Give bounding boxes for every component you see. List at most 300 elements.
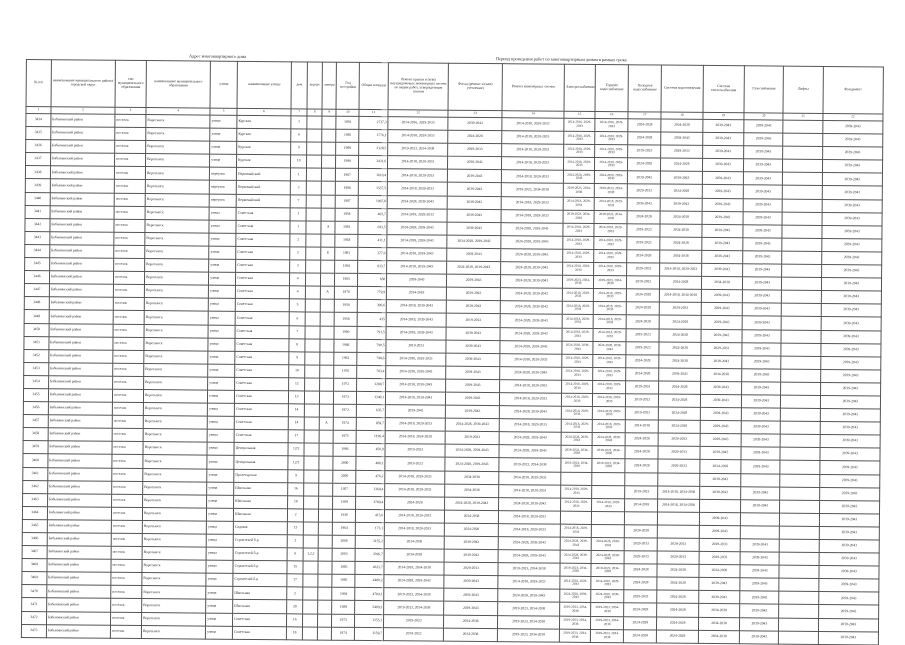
hot-water-period: 2014-2018, 2029-2033 [594,197,627,210]
foundation-period: 2039-2043 [822,160,882,174]
roof-period: 2019-2023, 2034-2038 [384,601,444,615]
engineering-period: 2024-2028, 2039-2043 [500,288,562,302]
hot-water-period [592,472,625,485]
electric-period: 2024-2028, 2039-2043 [560,537,591,550]
electric-period [560,511,591,524]
building-number [307,116,322,129]
street-type: улица [207,482,234,495]
foundation-period: 2039-2043 [822,199,882,213]
cold-water-period: 2024-2028 [628,158,661,171]
mo-type: поселок [115,114,146,127]
heating-period: 2039-2043 [702,224,744,237]
total-area: 431,1 [358,234,387,247]
mo-name: Воротынск [142,520,206,534]
mo-name: Воротынск [145,219,209,233]
engineering-period: 2024-2028, 2039-2043 [501,262,563,276]
lift-period [780,539,819,552]
cold-water-period: 2024-2028 [625,446,658,459]
electric-period: 2019-2023, 2034-2038 [560,603,591,616]
column-number: 7 [291,109,308,116]
cold-water-period: 2024-2028 [625,459,658,472]
row-number: 3452 [24,349,49,362]
address-group-header: Адрес многоквартирного дома [188,53,247,59]
engineering-period: 2019-2023, 2034-2038 [497,615,559,629]
letter [321,195,336,208]
gas-period: 2039-2043 [742,395,781,408]
build-year: 1958 [335,208,358,221]
row-number: 3438 [25,166,50,179]
hot-water-period: 2014-2018, 2029-2033 [594,236,627,249]
engineering-period: 2024-2028, 2039-2043 [500,301,562,315]
total-area: 1368,4 [356,483,385,496]
roof-period: 2014-2018, 2039-2043 [386,313,446,327]
total-area: 415,6 [356,509,385,522]
street-type: улица [207,442,234,455]
engineering-period: 2024-2028, 2039-2043 [500,340,562,354]
total-area: 450,9 [356,444,385,457]
gas-period: 2039-2043 [741,408,780,421]
lift-period [780,552,819,565]
mo-name: Воротынск [142,586,206,600]
roof-period: 2014-2018, 2029-2033 [388,156,448,170]
street-type: улица [206,521,233,534]
column-number: 4 [146,108,210,116]
row-number: 3437 [26,153,51,166]
sewer-period: 2024-2028 [657,603,699,616]
mo-name: Воротынск [142,534,206,548]
hot-water-period: 2019-2023, 2034-2038 [591,616,624,629]
building-number [307,129,322,142]
street-name: Советская [235,312,289,326]
letter [320,365,335,378]
facade-period: 2019-2023 [445,431,499,445]
engineering-period: 2014-2018, 2029-2033 [501,170,563,184]
sewer-period: 2024-2028 [660,224,702,237]
facade-period: 2024-2028, 2039-2043 [445,445,499,459]
column-number: 18 [661,112,702,119]
column-number: 15 [564,111,595,118]
district-name: Бабынинский район [47,559,111,573]
cold-water-period: 2024-2028 [624,629,657,642]
street-name: Советская [235,377,289,391]
engineering-period: 2019-2023, 2034-2038 [498,602,560,616]
district-name: Бабынинский район [49,336,113,350]
sewer-period [658,525,700,538]
gas-period: 2039-2043 [744,159,783,172]
street-type: улица [208,325,235,338]
letter [319,483,334,496]
engineering-period: 2014-2018, 2029-2033 [501,196,563,210]
mo-type: поселок [110,625,141,638]
district-name: Бабынинский район [50,192,114,206]
lift-period [781,408,820,421]
street-name: Советская [236,220,290,234]
build-year: 1968 [334,339,357,352]
total-area: 402,7 [358,208,387,221]
cold-water-period: 2024-2028 [626,354,659,367]
row-number: 3466 [22,532,47,545]
foundation-period: 2039-2043 [822,238,882,252]
heating-period: 2039-2043 [703,119,745,132]
building-number [305,430,320,443]
lift-period [780,474,819,487]
mo-type: поселок [112,429,143,442]
street-type: переулок [209,181,236,194]
mo-type: поселок [113,298,144,311]
column-number: 5 [210,108,237,115]
gas-period: 2039-2043 [744,133,783,146]
mo-name: Воротынск [141,625,205,639]
cold-water-period: 2039-2043 [627,197,660,210]
cold-water-period: 2024-2028 [626,302,659,315]
row-number: 3444 [25,244,50,257]
build-year: 1973 [334,391,357,404]
electric-period: 2014-2018, 2029-2033 [563,197,594,210]
building-number [305,378,320,391]
column-number: 1 [26,107,51,114]
building-number [307,142,322,155]
row-number: 3463 [23,493,48,506]
sewer-period: 2014-2018, 2029-2033 [660,263,702,276]
district-name: Бабынинский район [50,205,114,219]
cold-water-period: 2024-2028 [625,433,658,446]
district-name: Бабынинский район [50,218,114,232]
house-number: 6 [289,312,306,325]
electric-period: 2019-2023, 2034-2038 [563,210,594,223]
foundation-period: 2039-2043 [819,487,879,501]
building-number [307,168,322,181]
letter [321,234,336,247]
engineering-period: 2014-2018, 2029-2033 [498,510,560,524]
letter [320,326,335,339]
district-name: Бабынинский район [48,428,112,442]
row-number: 3447 [24,284,49,297]
electric-period: 2014-2018, 2029-2033 [563,223,594,236]
mo-type: поселок [114,245,145,258]
building-number [306,247,321,260]
facade-period: 2039-2043 [448,170,502,184]
total-area: 435 [357,313,386,326]
cold-water-period [625,472,658,485]
mo-type: поселок [112,415,143,428]
hot-water-period: 2014-2018, 2029-2033 [595,145,628,158]
heating-period: 2039-2043 [699,473,741,486]
build-year: 1988 [336,182,359,195]
street-type: улица [208,364,235,377]
engineering-period: 2014-2018, 2029-2033 [500,353,562,367]
facade-period: 2039-2043 [448,156,502,170]
street-type: улица [209,246,236,259]
hot-water-period: 2019-2023, 2034-2038 [591,629,624,642]
roof-period: 2034-2038 [384,536,444,550]
row-number: 3467 [22,546,47,559]
house-number: 3 [289,260,306,273]
table-body [21,114,883,645]
gas-period: 2039-2043 [742,355,781,368]
gas-period: 2039-2043 [743,251,782,264]
roof-period: 2014-2018, 2029-2033 [385,509,445,523]
street-name: Пролетарская [234,469,288,483]
hot-water-period: 2014-2018, 2029-2033 [592,407,625,420]
heating-period: 2039-2043 [702,198,744,211]
street-name: Садовая [233,521,287,535]
building-number [304,443,319,456]
build-year: 1970 [335,286,358,299]
electric-period: 2019-2023, 2034-2038 [561,459,592,472]
column-header: Лифты [783,66,823,113]
street-type: улица [209,220,236,233]
foundation-period: 2039-2043 [820,409,880,423]
mo-type: поселок [114,232,145,245]
street-type: улица [206,547,233,560]
sewer-period: 2029-2033 [658,433,700,446]
gas-period: 2039-2043 [743,277,782,290]
sewer-period: 2024-2028 [659,381,701,394]
roof-period: 2014-2018, 2039-2043 [386,392,446,406]
engineering-period: 2024-2028, 2039-2043 [501,222,563,236]
electric-period: 2014-2018, 2029-2033 [563,249,594,262]
mo-type: поселок [113,337,144,350]
row-number: 3441 [25,205,50,218]
mo-type: поселок [112,442,143,455]
lift-period [779,618,818,631]
street-type: улица [206,626,233,639]
foundation-period: 2039-2043 [819,539,879,553]
heating-period: 2039-2043 [699,486,741,499]
gas-period: 2039-2043 [740,591,779,604]
row-number: 3455 [23,388,48,401]
lift-period [780,513,819,526]
street-name: Курская [237,142,291,156]
street-type: улица [210,141,237,154]
heating-period: 2034-2038 [699,565,741,578]
build-year: 1990 [336,155,359,168]
build-year: 1965 [335,273,358,286]
street-name: Центральная [234,443,288,457]
gas-period: 2039-2043 [741,486,780,499]
electric-period: 2019-2023, 2034-2038 [563,275,594,288]
facade-period: 2039-2043 [446,392,500,406]
foundation-period: 2039-2043 [819,566,879,580]
house-number: 8 [289,338,306,351]
cold-water-period: 2039-2043 [628,171,661,184]
row-number: 3450 [24,323,49,336]
mo-name: Воротынск [143,481,207,495]
facade-period: 2024-2028, 2039-2043 [447,235,501,249]
sewer-period [658,473,700,486]
foundation-period: 2039-2043 [819,579,879,593]
facade-period: 2039-2043 [446,405,500,419]
lift-period [781,369,820,382]
sewer-period: 2029-2033 [658,538,700,551]
heating-period: 2029-2033 [699,538,741,551]
building-number [304,483,319,496]
gas-period: 2039-2043 [741,447,780,460]
gas-period: 2039-2043 [743,225,782,238]
engineering-period: 2019-2023, 2034-2038 [501,183,563,197]
build-year: 1958 [335,300,358,313]
street-type: улица [209,285,236,298]
cold-water-period: 2024-2028 [626,368,659,381]
house-number: 9 [289,351,306,364]
periods-group-header: Период проведения работ по многоквартирным домам в рамках срока [495,56,627,63]
district-name: Бабынинский район [48,467,112,481]
hot-water-period: 2014-2018, 2029-2033 [592,420,625,433]
electric-period: 2014-2018, 2029-2033 [560,524,591,537]
cold-water-period: 2024-2028 [627,210,660,223]
street-type: улица [208,390,235,403]
building-number [306,234,321,247]
district-name: Бабынинский район [48,376,112,390]
street-type: улица [210,115,237,128]
mo-type: поселок [114,193,145,206]
hot-water-period: 2014-2018, 2029-2033 [595,158,628,171]
house-number: 15 [287,561,304,574]
electric-period: 2014-2018, 2029-2033 [560,576,591,589]
mo-name: Воротынск [142,599,206,613]
row-number: 3472 [22,611,47,624]
letter [320,312,335,325]
gas-period: 2039-2043 [741,421,780,434]
mo-type: поселок [112,494,143,507]
district-name: Бабынинский район [46,598,110,612]
build-year: 2003 [332,548,355,561]
building-number [304,496,319,509]
roof-period: 2014-2018, 2029-2033 [385,418,445,432]
house-number: 1 [290,207,307,220]
house-number: 10 [290,155,307,168]
house-number: 1 [290,168,307,181]
total-area: 650 [358,274,387,287]
facade-period: 2029-2033 [444,562,498,576]
district-name: Бабынинский район [47,520,111,534]
row-number: 3461 [23,467,48,480]
house-number: 5 [289,299,306,312]
row-number: 3443 [25,231,50,244]
mo-name: Воротынск [143,416,207,430]
gas-period: 2039-2043 [740,552,779,565]
electric-period: 2024-2028, 2039-2043 [560,550,591,563]
sewer-period: 2024-2028 [659,329,701,342]
mo-type: поселок [114,154,145,167]
foundation-period: 2039-2043 [821,330,881,344]
engineering-period: 2019-2023, 2034-2038 [498,563,560,577]
mo-type: поселок [113,271,144,284]
sewer-period: 2014-2018, 2034-2038 [660,289,702,302]
capital-repair-table [21,59,884,645]
mo-type: поселок [114,258,145,271]
column-header: Электроснабжение [564,64,595,111]
column-header: дом [291,62,308,109]
hot-water-period: 2019-2023, 2034-2038 [594,184,627,197]
street-name: Советская [232,626,286,640]
building-number [305,325,320,338]
build-year: 1958 [335,313,358,326]
build-year: 1958 [335,260,358,273]
building-number [307,195,322,208]
district-name: Бабынинский район [47,546,111,560]
facade-period: 2039-2043 [446,366,500,380]
electric-period: 2014-2018, 2029-2033 [564,131,595,144]
heating-period: 2039-2043 [702,172,744,185]
total-area: 783,4 [357,365,386,378]
district-name: Бабынинский район [49,349,113,363]
sewer-period: 2024-2028 [657,577,699,590]
lift-period [782,264,821,277]
gas-period: 2039-2043 [743,264,782,277]
row-number: 3449 [24,310,49,323]
cold-water-period: 2024-2028 [628,119,661,132]
hot-water-period: 2024-2028, 2039-2043 [591,551,624,564]
mo-type: поселок [111,559,142,572]
mo-name: Воротынск [145,259,209,273]
house-number: 2 [290,247,307,260]
total-area: 396,6 [357,300,386,313]
street-type: улица [206,613,233,626]
street-name: Советская [235,338,289,352]
total-area: 790,5 [357,339,386,352]
row-number: 3445 [25,258,50,271]
electric-period: 2024-2028, 2039-2043 [560,590,591,603]
facade-period: 2039-2043 [447,209,501,223]
electric-period: 2014-2018, 2029-2033 [562,393,593,406]
sewer-period: 2014-2018, 2034-2038 [658,499,700,512]
house-number: 2 [287,535,304,548]
district-name: Бабынинский район [50,179,114,193]
build-year: 1994 [332,588,355,601]
column-number: 16 [595,111,628,118]
roof-period: 2019-2023, 2034-2038 [388,143,448,157]
lift-period [782,212,821,225]
street-name: Центральная [234,456,288,470]
facade-period: 2039-2043 [446,353,500,367]
street-name: Школьная [233,587,287,601]
heating-period: 2034-2038 [700,460,742,473]
letter: Б [321,247,336,260]
sewer-period: 2024-2028 [657,617,699,630]
street-name: Строителей б-р [233,534,287,548]
column-header: тип муниципального образования [115,60,146,107]
district-name: Бабынинский район [48,441,112,455]
building-number [307,181,322,194]
hot-water-period: 2024-2028, 2039-2043 [593,341,626,354]
engineering-period: 2014-2018, 2029-2033 [498,576,560,590]
hot-water-period: 2014-2018, 2029-2033 [594,249,627,262]
mo-name: Воротынск [144,337,208,351]
letter [318,522,333,535]
cold-water-period: 2024-2028 [625,525,658,538]
building-number [306,299,321,312]
electric-period: 2024-2028, 2039-2043 [562,341,593,354]
sewer-period: 2024-2028 [659,420,701,433]
column-header: Холодное водоснабжение [628,65,662,112]
build-year: 1972 [334,404,357,417]
roof-period: 2014-2016, 2029-2033 [388,117,448,131]
engineering-period: 2024-2028, 2039-2043 [501,249,563,263]
street-name: Советская [235,286,289,300]
district-name: Бабынинский район [49,310,113,324]
foundation-period: 2039-2043 [820,461,880,475]
column-number: 14 [502,111,564,119]
street-name: Строителей б-р [233,547,287,561]
district-name: Бабынинский район [50,140,114,154]
build-year: 1973 [332,614,355,627]
total-area: 1967,8 [358,195,387,208]
lift-period [781,382,820,395]
total-area: 791,5 [357,326,386,339]
street-type: улица [208,351,235,364]
engineering-period: 2024-2028, 2039-2043 [499,406,561,420]
